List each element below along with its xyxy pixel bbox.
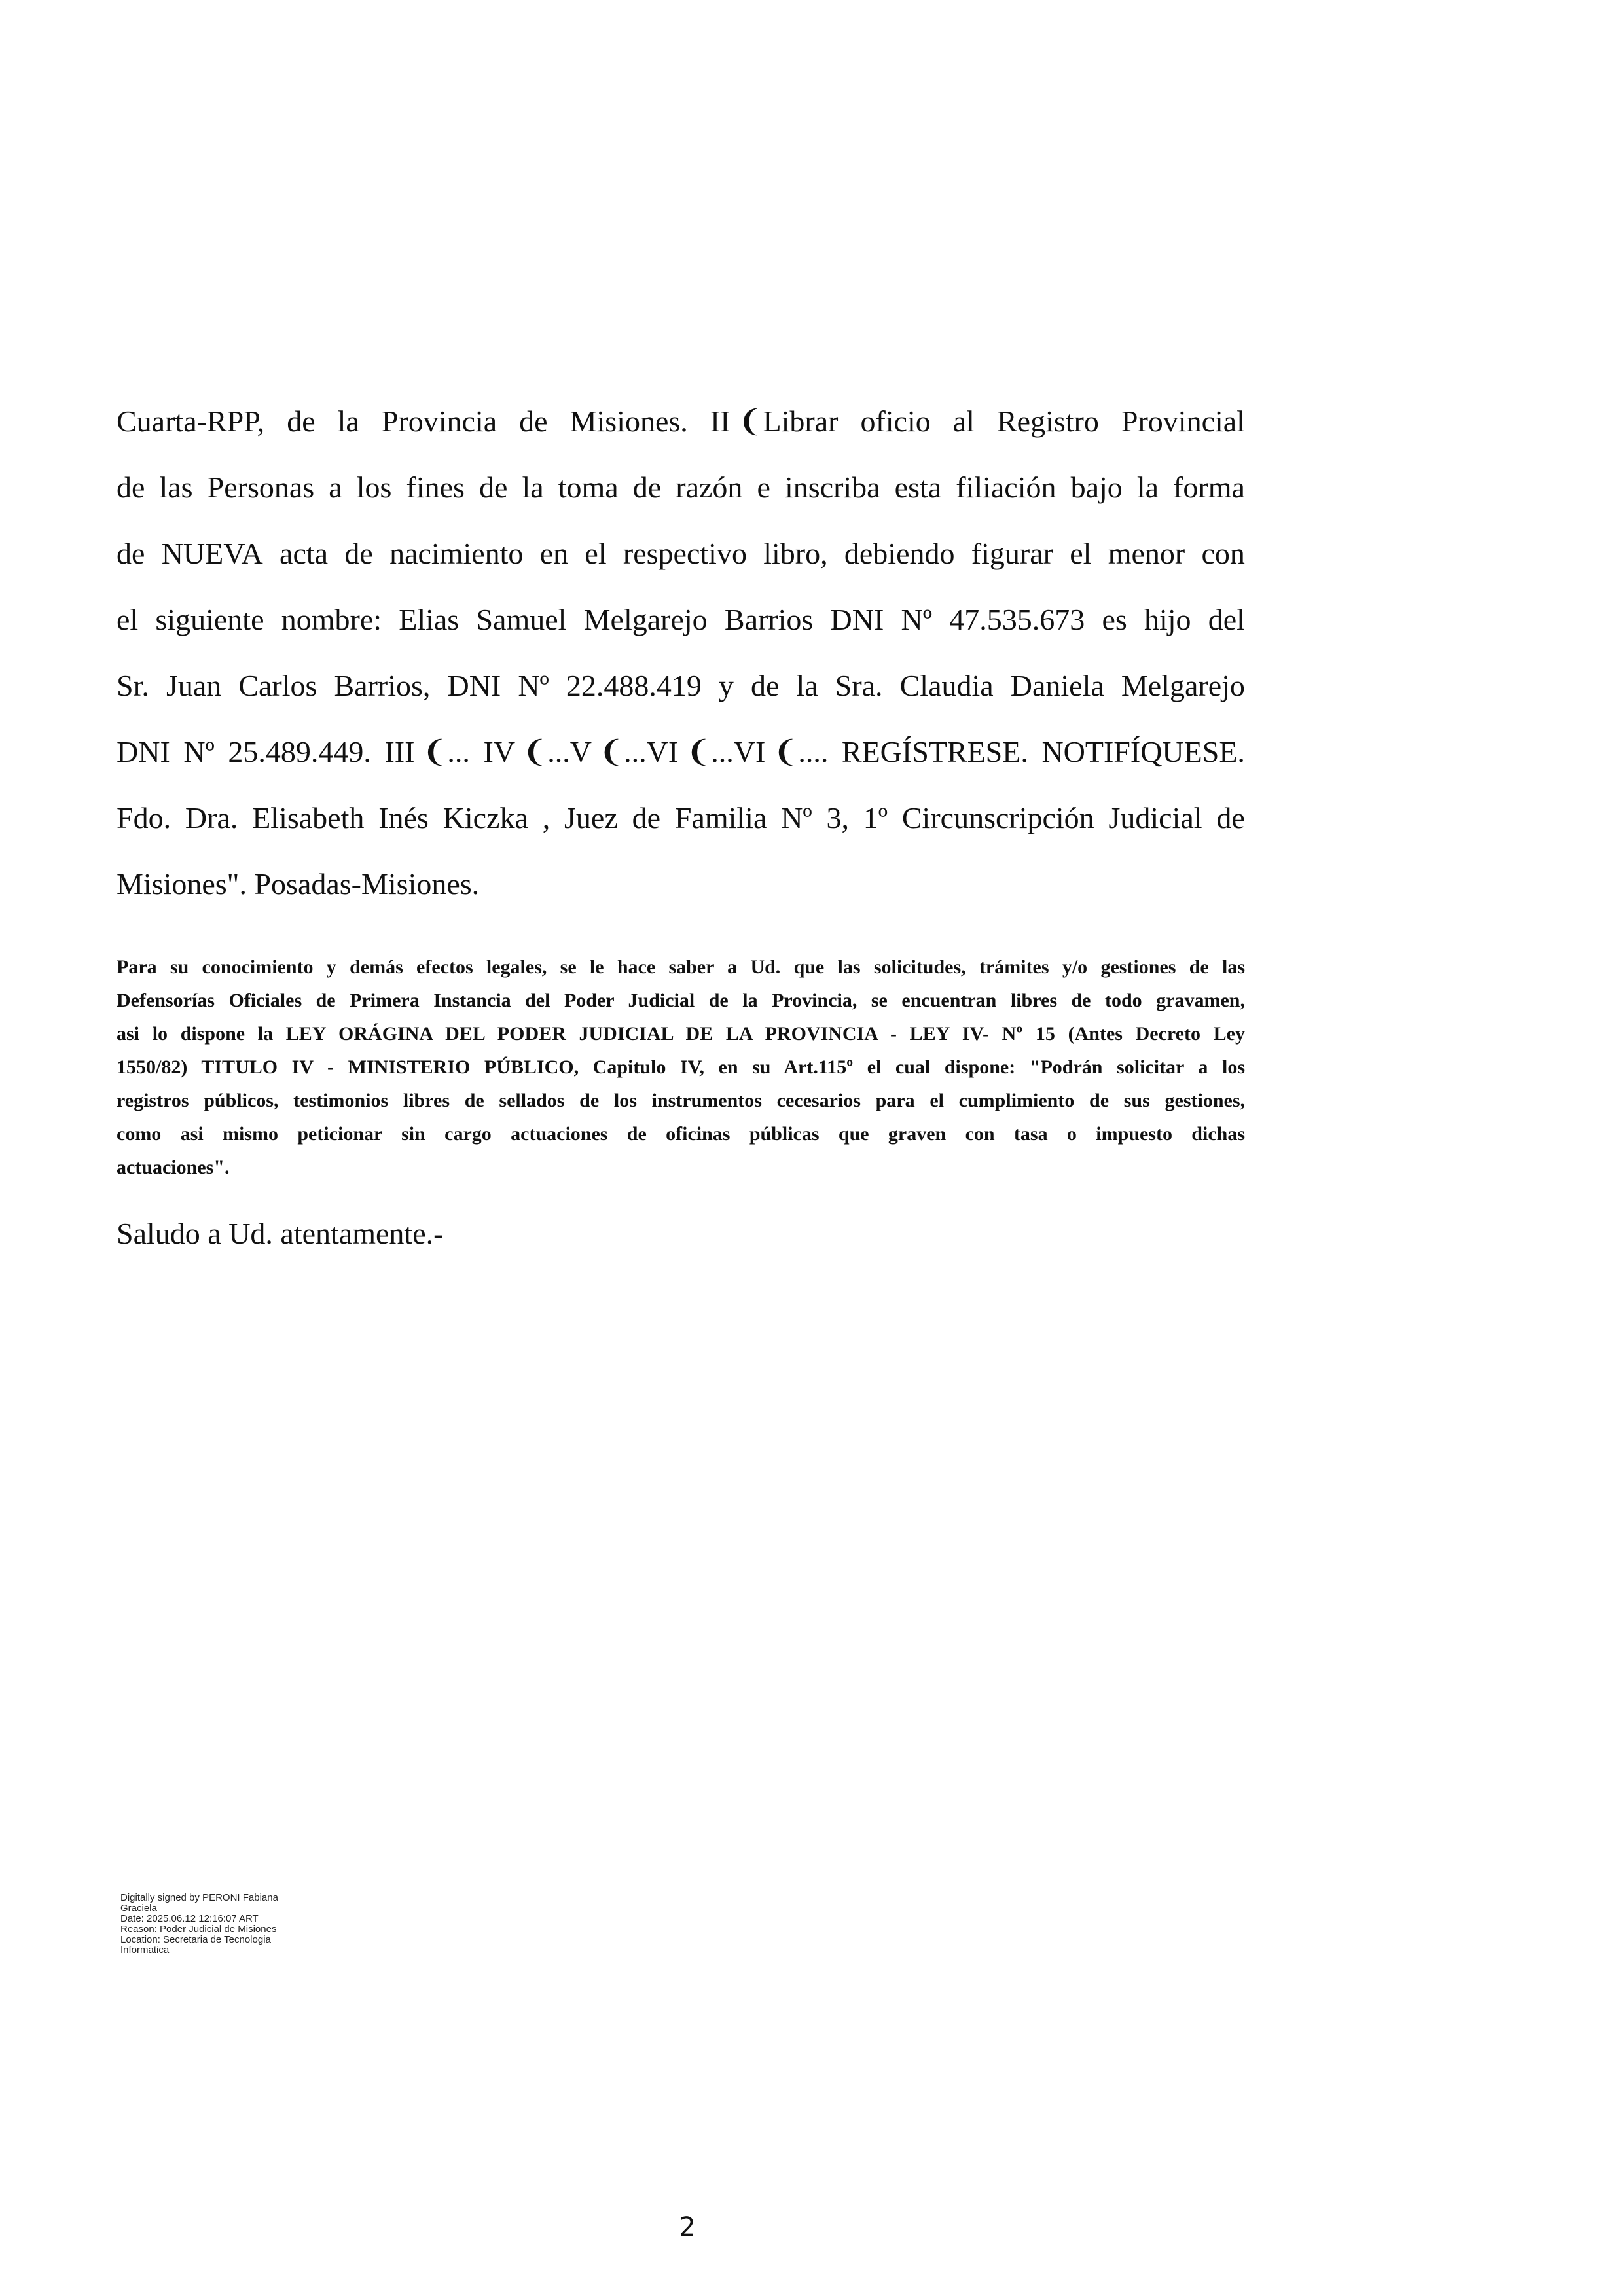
- paragraph-word: Sr.: [117, 669, 149, 702]
- paragraph-word: Juez: [564, 801, 618, 834]
- paragraph-word: de: [117, 537, 145, 570]
- signature-line: Informatica: [120, 1945, 170, 1956]
- paragraph-word: Elisabeth: [252, 801, 365, 834]
- paragraph-word: DNI: [830, 603, 884, 636]
- paragraph-word: acta: [280, 537, 329, 570]
- signature-line: Date: 2025.06.12 12:16:07 ART: [120, 1913, 259, 1924]
- signature-line: Reason: Poder Judicial de Misiones: [120, 1924, 277, 1935]
- paragraph-word: de: [287, 404, 316, 438]
- paragraph-word: e: [757, 471, 770, 504]
- paragraph-word: oficio: [860, 404, 931, 438]
- paragraph-word: libro,: [763, 537, 828, 570]
- paragraph-word: 47.535.673: [949, 603, 1085, 636]
- paragraph-line: [117, 656, 1245, 722]
- page-number: 2: [679, 2212, 696, 2242]
- paragraph-word: Judicial: [1108, 801, 1202, 834]
- paragraph-word: el: [117, 603, 139, 636]
- paragraph-word: y: [718, 669, 734, 702]
- digital-signature-stamp: [120, 1893, 317, 1956]
- paragraph-word: de: [519, 404, 548, 438]
- paragraph-word: de: [632, 471, 662, 504]
- paragraph-word: figurar: [971, 537, 1053, 570]
- paragraph-word: Kiczka: [442, 801, 528, 834]
- paragraph-line: [117, 590, 1245, 656]
- paragraph-word: bajo: [1070, 471, 1123, 504]
- paragraph-word: de: [344, 537, 373, 570]
- paragraph-word: respectivo: [623, 537, 747, 570]
- paragraph-word: la: [337, 404, 359, 438]
- notice-line: registros públicos, testimonios libres de sellados de los instrumentos cecesarios para el cumplimiento de sus gestiones,: [117, 1090, 1245, 1111]
- paragraph-word: inscriba: [784, 471, 880, 504]
- paragraph-word: de: [1216, 801, 1245, 834]
- legal-notice: [117, 950, 1245, 1184]
- paragraph-word: es: [1102, 603, 1127, 636]
- paragraph-word: forma: [1173, 471, 1245, 504]
- paragraph-word: debiendo: [844, 537, 955, 570]
- paragraph-word: NOTIFÍQUESE.: [1041, 735, 1245, 768]
- resolution-paragraph: [117, 391, 1245, 920]
- paragraph-word: Personas: [207, 471, 315, 504]
- paragraph-word: ,: [542, 801, 550, 834]
- notice-line: 1550/82) TITULO IV - MINISTERIO PÚBLICO, Capitulo IV, en su Art.115º el cual dispone: "Podrán solicitar a los: [117, 1056, 1245, 1078]
- signature-line: Location: Secretaria de Tecnologia: [120, 1934, 271, 1945]
- paragraph-word: con: [1201, 537, 1245, 570]
- paragraph-word: nombre:: [281, 603, 382, 636]
- paragraph-word: la: [522, 471, 544, 504]
- paragraph-word: Provincia: [381, 404, 497, 438]
- paragraph-word: Nº: [781, 801, 812, 834]
- paragraph-word: filiación: [956, 471, 1056, 504]
- paragraph-word: nacimiento: [389, 537, 524, 570]
- paragraph-word: DNI: [117, 735, 170, 768]
- paragraph-word: Provincial: [1121, 404, 1245, 438]
- paragraph-word: del: [1208, 603, 1245, 636]
- paragraph-word: Melgarejo: [583, 603, 708, 636]
- paragraph-word: al: [952, 404, 975, 438]
- paragraph-word: las: [159, 471, 193, 504]
- paragraph-word: Familia: [674, 801, 767, 834]
- paragraph-word: Circunscripción: [901, 801, 1094, 834]
- paragraph-word: menor: [1108, 537, 1185, 570]
- paragraph-word: 25.489.449.: [228, 735, 371, 768]
- paragraph-word: NUEVA: [161, 537, 263, 570]
- paragraph-word: REGÍSTRESE.: [841, 735, 1028, 768]
- paragraph-word: de: [750, 669, 780, 702]
- paragraph-word: razón: [676, 471, 743, 504]
- paragraph-word: Nº: [901, 603, 932, 636]
- paragraph-word: Juan: [166, 669, 222, 702]
- paragraph-word: Inés: [378, 801, 429, 834]
- paragraph-word: Elias: [399, 603, 460, 636]
- paragraph-word: esta: [894, 471, 942, 504]
- paragraph-word: Barrios: [724, 603, 814, 636]
- paragraph-word: Misiones.: [569, 404, 688, 438]
- paragraph-line: [117, 722, 1245, 788]
- paragraph-line: [117, 788, 1245, 854]
- notice-line: asi lo dispone la LEY ORÁGINA DEL PODER JUDICIAL DE LA PROVINCIA - LEY IV- Nº 15 (Antes Decreto Ley: [117, 1023, 1245, 1045]
- paragraph-word: la: [796, 669, 818, 702]
- paragraph-word: DNI: [447, 669, 501, 702]
- paragraph-word: de: [478, 471, 508, 504]
- paragraph-word: de: [632, 801, 661, 834]
- paragraph-word: Melgarejo: [1121, 669, 1245, 702]
- paragraph-word: 1º: [863, 801, 888, 834]
- paragraph-line: [117, 457, 1245, 524]
- paragraph-word: 3,: [826, 801, 849, 834]
- notice-line: como asi mismo peticionar sin cargo actuaciones de oficinas públicas que graven con tasa o impuesto dichas: [117, 1123, 1245, 1145]
- paragraph-word: Misiones". Posadas-Misiones.: [117, 867, 480, 901]
- paragraph-word: Barrios,: [334, 669, 431, 702]
- paragraph-word: hijo: [1144, 603, 1191, 636]
- paragraph-word: siguiente: [155, 603, 264, 636]
- paragraph-word: el: [585, 537, 607, 570]
- notice-line: Para su conocimiento y demás efectos legales, se le hace saber a Ud. que las solicitudes, trámites y/o gestiones de las: [117, 956, 1245, 978]
- paragraph-word: en: [539, 537, 569, 570]
- signature-line: Graciela: [120, 1903, 157, 1914]
- paragraph-word: a: [329, 471, 342, 504]
- paragraph-word: el: [1070, 537, 1092, 570]
- paragraph-word: IV ❨...V ❨...VI ❨...VI ❨....: [483, 735, 829, 768]
- paragraph-word: la: [1136, 471, 1159, 504]
- paragraph-word: II ❨Librar: [710, 404, 839, 438]
- paragraph-word: fines: [406, 471, 465, 504]
- paragraph-word: 22.488.419: [566, 669, 702, 702]
- paragraph-word: Fdo.: [117, 801, 171, 834]
- paragraph-line: [117, 854, 1245, 920]
- paragraph-word: Nº: [183, 735, 215, 768]
- paragraph-word: Dra.: [185, 801, 238, 834]
- paragraph-word: toma: [558, 471, 619, 504]
- paragraph-line: [117, 524, 1245, 590]
- paragraph-word: Claudia: [899, 669, 994, 702]
- notice-line: Defensorías Oficiales de Primera Instancia del Poder Judicial de la Provincia, se encuentran libres de todo gravamen,: [117, 990, 1245, 1011]
- paragraph-word: Registro: [996, 404, 1099, 438]
- paragraph-word: III ❨...: [384, 735, 470, 768]
- paragraph-word: Carlos: [238, 669, 317, 702]
- notice-line: actuaciones".: [117, 1157, 230, 1178]
- paragraph-word: Samuel: [476, 603, 567, 636]
- paragraph-word: los: [356, 471, 392, 504]
- paragraph-line: [117, 391, 1245, 457]
- closing-salutation: Saludo a Ud. atentamente.-: [117, 1217, 444, 1250]
- paragraph-word: Nº: [518, 669, 549, 702]
- paragraph-word: Daniela: [1010, 669, 1104, 702]
- signature-line: Digitally signed by PERONI Fabiana: [120, 1892, 278, 1903]
- paragraph-word: Cuarta-RPP,: [117, 404, 265, 438]
- paragraph-word: Sra.: [835, 669, 883, 702]
- paragraph-word: de: [117, 471, 145, 504]
